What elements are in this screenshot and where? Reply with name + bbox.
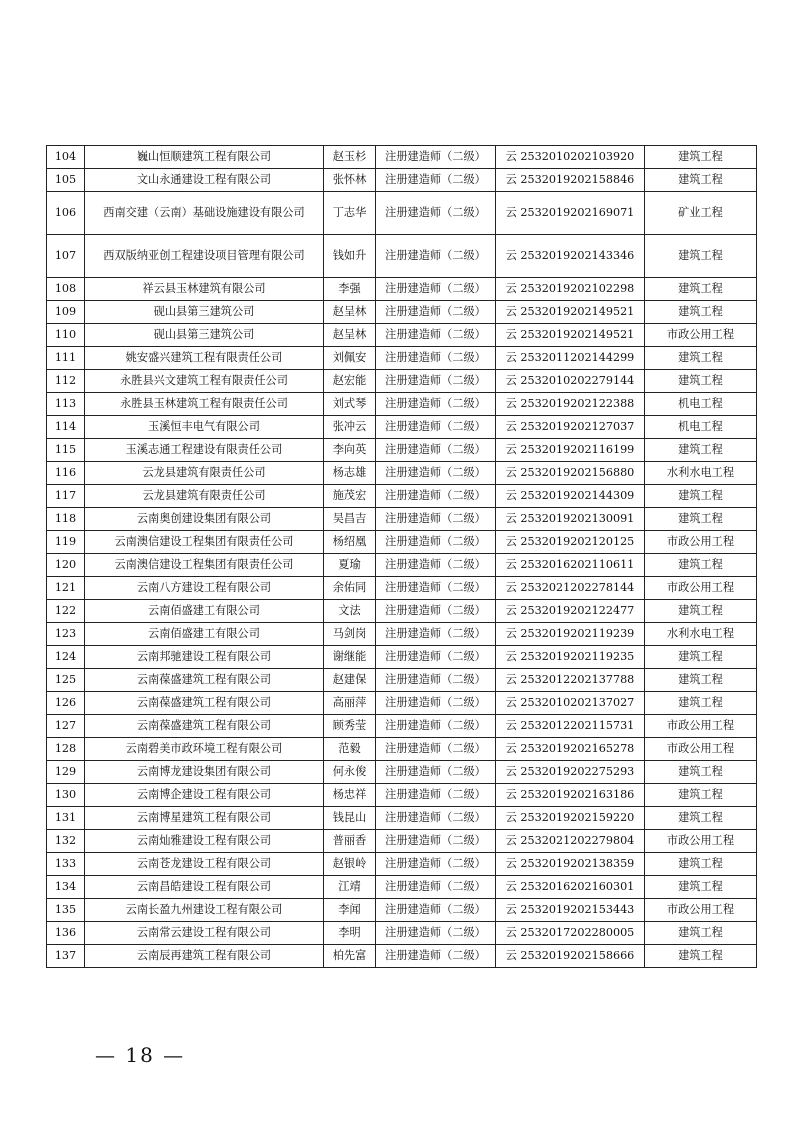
specialty: 建筑工程 [645, 922, 757, 945]
company-name: 砚山县第三建筑公司 [85, 301, 324, 324]
specialty: 机电工程 [645, 416, 757, 439]
certificate-number: 云 2532019202159220 [496, 807, 645, 830]
person-name: 何永俊 [324, 761, 376, 784]
certificate-number: 云 2532019202127037 [496, 416, 645, 439]
company-name: 云南邦驰建设工程有限公司 [85, 646, 324, 669]
specialty: 建筑工程 [645, 235, 757, 278]
person-name: 钱如升 [324, 235, 376, 278]
row-number: 117 [47, 485, 85, 508]
table-row [47, 853, 757, 876]
qualification: 注册建造师（二级） [376, 784, 496, 807]
person-name: 刘式琴 [324, 393, 376, 416]
table-row [47, 301, 757, 324]
row-number: 115 [47, 439, 85, 462]
certificate-number: 云 2532019202119235 [496, 646, 645, 669]
qualification: 注册建造师（二级） [376, 235, 496, 278]
specialty: 市政公用工程 [645, 715, 757, 738]
table-row [47, 531, 757, 554]
table-row [47, 192, 757, 235]
certificate-number: 云 2532019202138359 [496, 853, 645, 876]
person-name: 赵银岭 [324, 853, 376, 876]
specialty: 市政公用工程 [645, 531, 757, 554]
specialty: 建筑工程 [645, 646, 757, 669]
company-name: 永胜县玉林建筑工程有限责任公司 [85, 393, 324, 416]
person-name: 李明 [324, 922, 376, 945]
specialty: 建筑工程 [645, 692, 757, 715]
qualification: 注册建造师（二级） [376, 876, 496, 899]
person-name: 谢继能 [324, 646, 376, 669]
table-row [47, 669, 757, 692]
company-name: 西双版纳亚创工程建设项目管理有限公司 [85, 235, 324, 278]
specialty: 建筑工程 [645, 169, 757, 192]
certificate-number: 云 2532019202158846 [496, 169, 645, 192]
certificate-number: 云 2532019202156880 [496, 462, 645, 485]
company-name: 云南澳信建设工程集团有限责任公司 [85, 531, 324, 554]
qualification: 注册建造师（二级） [376, 669, 496, 692]
certificate-number: 云 2532016202160301 [496, 876, 645, 899]
table-row [47, 235, 757, 278]
specialty: 建筑工程 [645, 485, 757, 508]
table-row [47, 508, 757, 531]
qualification: 注册建造师（二级） [376, 807, 496, 830]
qualification: 注册建造师（二级） [376, 761, 496, 784]
specialty: 建筑工程 [645, 784, 757, 807]
qualification: 注册建造师（二级） [376, 531, 496, 554]
company-name: 云南佰盛建工有限公司 [85, 600, 324, 623]
row-number: 120 [47, 554, 85, 577]
certificate-number: 云 2532019202130091 [496, 508, 645, 531]
certificate-number: 云 2532019202149521 [496, 324, 645, 347]
certificate-number: 云 2532019202158666 [496, 945, 645, 968]
row-number: 135 [47, 899, 85, 922]
person-name: 马剑岗 [324, 623, 376, 646]
person-name: 文法 [324, 600, 376, 623]
qualification: 注册建造师（二级） [376, 301, 496, 324]
qualification: 注册建造师（二级） [376, 146, 496, 169]
table-row [47, 485, 757, 508]
specialty: 水利水电工程 [645, 623, 757, 646]
person-name: 普丽香 [324, 830, 376, 853]
company-name: 云南葆盛建筑工程有限公司 [85, 715, 324, 738]
company-name: 文山永通建设工程有限公司 [85, 169, 324, 192]
table-row [47, 554, 757, 577]
row-number: 122 [47, 600, 85, 623]
qualification: 注册建造师（二级） [376, 600, 496, 623]
row-number: 126 [47, 692, 85, 715]
specialty: 建筑工程 [645, 439, 757, 462]
person-name: 夏瑜 [324, 554, 376, 577]
qualification: 注册建造师（二级） [376, 945, 496, 968]
table-row [47, 876, 757, 899]
company-name: 云南长盈九州建设工程有限公司 [85, 899, 324, 922]
row-number: 121 [47, 577, 85, 600]
qualification: 注册建造师（二级） [376, 646, 496, 669]
certificate-number: 云 2532019202163186 [496, 784, 645, 807]
certificate-number: 云 2532017202280005 [496, 922, 645, 945]
specialty: 建筑工程 [645, 347, 757, 370]
row-number: 108 [47, 278, 85, 301]
qualification: 注册建造师（二级） [376, 462, 496, 485]
certificate-number: 云 2532011202144299 [496, 347, 645, 370]
row-number: 128 [47, 738, 85, 761]
specialty: 建筑工程 [645, 370, 757, 393]
qualification: 注册建造师（二级） [376, 192, 496, 235]
company-name: 云南辰再建筑工程有限公司 [85, 945, 324, 968]
table-row [47, 347, 757, 370]
table-row [47, 784, 757, 807]
table-row [47, 761, 757, 784]
person-name: 范毅 [324, 738, 376, 761]
company-name: 云南澳信建设工程集团有限责任公司 [85, 554, 324, 577]
qualification: 注册建造师（二级） [376, 370, 496, 393]
table-row [47, 370, 757, 393]
company-name: 云南博星建筑工程有限公司 [85, 807, 324, 830]
company-name: 云南八方建设工程有限公司 [85, 577, 324, 600]
row-number: 129 [47, 761, 85, 784]
table-row [47, 416, 757, 439]
row-number: 116 [47, 462, 85, 485]
company-name: 玉溪恒丰电气有限公司 [85, 416, 324, 439]
qualification: 注册建造师（二级） [376, 278, 496, 301]
person-name: 施茂宏 [324, 485, 376, 508]
specialty: 机电工程 [645, 393, 757, 416]
certificate-number: 云 2532012202115731 [496, 715, 645, 738]
row-number: 118 [47, 508, 85, 531]
qualification: 注册建造师（二级） [376, 715, 496, 738]
certificate-number: 云 2532012202137788 [496, 669, 645, 692]
certificate-number: 云 2532010202279144 [496, 370, 645, 393]
specialty: 市政公用工程 [645, 830, 757, 853]
certificate-number: 云 2532010202103920 [496, 146, 645, 169]
company-name: 云龙县建筑有限责任公司 [85, 485, 324, 508]
row-number: 106 [47, 192, 85, 235]
certificate-number: 云 2532019202165278 [496, 738, 645, 761]
certificate-number: 云 2532016202110611 [496, 554, 645, 577]
person-name: 江靖 [324, 876, 376, 899]
certificate-number: 云 2532021202279804 [496, 830, 645, 853]
person-name: 赵建保 [324, 669, 376, 692]
row-number: 111 [47, 347, 85, 370]
certificate-number: 云 2532019202169071 [496, 192, 645, 235]
company-name: 云南博企建设工程有限公司 [85, 784, 324, 807]
table-row [47, 623, 757, 646]
person-name: 李闻 [324, 899, 376, 922]
row-number: 134 [47, 876, 85, 899]
person-name: 张怀林 [324, 169, 376, 192]
specialty: 建筑工程 [645, 278, 757, 301]
qualification: 注册建造师（二级） [376, 347, 496, 370]
row-number: 114 [47, 416, 85, 439]
qualification: 注册建造师（二级） [376, 439, 496, 462]
table-row [47, 646, 757, 669]
row-number: 137 [47, 945, 85, 968]
qualification: 注册建造师（二级） [376, 853, 496, 876]
table-row [47, 393, 757, 416]
person-name: 钱昆山 [324, 807, 376, 830]
specialty: 建筑工程 [645, 146, 757, 169]
certificate-number: 云 2532021202278144 [496, 577, 645, 600]
row-number: 123 [47, 623, 85, 646]
qualification: 注册建造师（二级） [376, 169, 496, 192]
table-row [47, 439, 757, 462]
table-row [47, 278, 757, 301]
table-body [47, 146, 757, 968]
certificate-number: 云 2532019202119239 [496, 623, 645, 646]
row-number: 104 [47, 146, 85, 169]
row-number: 110 [47, 324, 85, 347]
company-name: 玉溪志通工程建设有限责任公司 [85, 439, 324, 462]
qualification: 注册建造师（二级） [376, 899, 496, 922]
specialty: 建筑工程 [645, 945, 757, 968]
company-name: 西南交建（云南）基础设施建设有限公司 [85, 192, 324, 235]
person-name: 杨忠祥 [324, 784, 376, 807]
specialty: 建筑工程 [645, 600, 757, 623]
person-name: 赵宏能 [324, 370, 376, 393]
specialty: 建筑工程 [645, 301, 757, 324]
qualification: 注册建造师（二级） [376, 393, 496, 416]
row-number: 127 [47, 715, 85, 738]
table-row [47, 692, 757, 715]
certificate-number: 云 2532019202102298 [496, 278, 645, 301]
certificate-number: 云 2532019202275293 [496, 761, 645, 784]
row-number: 119 [47, 531, 85, 554]
specialty: 矿业工程 [645, 192, 757, 235]
row-number: 124 [47, 646, 85, 669]
qualification: 注册建造师（二级） [376, 623, 496, 646]
specialty: 市政公用工程 [645, 324, 757, 347]
row-number: 113 [47, 393, 85, 416]
certificate-number: 云 2532019202116199 [496, 439, 645, 462]
person-name: 赵呈林 [324, 324, 376, 347]
specialty: 建筑工程 [645, 761, 757, 784]
page-number: — 18 — [95, 1043, 186, 1067]
table-row [47, 324, 757, 347]
person-name: 杨绍凰 [324, 531, 376, 554]
specialty: 建筑工程 [645, 508, 757, 531]
specialty: 建筑工程 [645, 807, 757, 830]
certificate-number: 云 2532019202153443 [496, 899, 645, 922]
company-name: 云南昌皓建设工程有限公司 [85, 876, 324, 899]
certificate-number: 云 2532019202143346 [496, 235, 645, 278]
row-number: 109 [47, 301, 85, 324]
person-name: 李向英 [324, 439, 376, 462]
table-row [47, 577, 757, 600]
table-row [47, 922, 757, 945]
table-row [47, 899, 757, 922]
table-row [47, 146, 757, 169]
registration-table [46, 145, 757, 968]
row-number: 105 [47, 169, 85, 192]
company-name: 永胜县兴文建筑工程有限责任公司 [85, 370, 324, 393]
qualification: 注册建造师（二级） [376, 554, 496, 577]
person-name: 赵玉杉 [324, 146, 376, 169]
row-number: 131 [47, 807, 85, 830]
company-name: 云南苍龙建设工程有限公司 [85, 853, 324, 876]
company-name: 巍山恒顺建筑工程有限公司 [85, 146, 324, 169]
company-name: 祥云县玉林建筑有限公司 [85, 278, 324, 301]
table-row [47, 807, 757, 830]
person-name: 吴昌吉 [324, 508, 376, 531]
specialty: 建筑工程 [645, 876, 757, 899]
row-number: 132 [47, 830, 85, 853]
person-name: 李强 [324, 278, 376, 301]
company-name: 云南葆盛建筑工程有限公司 [85, 692, 324, 715]
company-name: 云南常云建设工程有限公司 [85, 922, 324, 945]
person-name: 张冲云 [324, 416, 376, 439]
row-number: 136 [47, 922, 85, 945]
company-name: 云南葆盛建筑工程有限公司 [85, 669, 324, 692]
company-name: 云南碧美市政环境工程有限公司 [85, 738, 324, 761]
table-row [47, 830, 757, 853]
qualification: 注册建造师（二级） [376, 577, 496, 600]
row-number: 125 [47, 669, 85, 692]
specialty: 建筑工程 [645, 669, 757, 692]
person-name: 赵呈林 [324, 301, 376, 324]
table-row [47, 738, 757, 761]
certificate-number: 云 2532019202149521 [496, 301, 645, 324]
specialty: 水利水电工程 [645, 462, 757, 485]
row-number: 130 [47, 784, 85, 807]
company-name: 云龙县建筑有限责任公司 [85, 462, 324, 485]
qualification: 注册建造师（二级） [376, 738, 496, 761]
qualification: 注册建造师（二级） [376, 692, 496, 715]
person-name: 刘佩安 [324, 347, 376, 370]
certificate-number: 云 2532019202120125 [496, 531, 645, 554]
specialty: 市政公用工程 [645, 577, 757, 600]
person-name: 杨志雄 [324, 462, 376, 485]
company-name: 云南博龙建设集团有限公司 [85, 761, 324, 784]
table-row [47, 715, 757, 738]
qualification: 注册建造师（二级） [376, 485, 496, 508]
company-name: 云南灿雅建设工程有限公司 [85, 830, 324, 853]
certificate-number: 云 2532019202122388 [496, 393, 645, 416]
person-name: 柏先富 [324, 945, 376, 968]
specialty: 市政公用工程 [645, 899, 757, 922]
qualification: 注册建造师（二级） [376, 508, 496, 531]
person-name: 丁志华 [324, 192, 376, 235]
certificate-number: 云 2532019202122477 [496, 600, 645, 623]
qualification: 注册建造师（二级） [376, 416, 496, 439]
company-name: 云南佰盛建工有限公司 [85, 623, 324, 646]
specialty: 市政公用工程 [645, 738, 757, 761]
person-name: 顾秀莹 [324, 715, 376, 738]
qualification: 注册建造师（二级） [376, 324, 496, 347]
person-name: 余佑同 [324, 577, 376, 600]
table-row [47, 169, 757, 192]
company-name: 姚安盛兴建筑工程有限责任公司 [85, 347, 324, 370]
certificate-number: 云 2532019202144309 [496, 485, 645, 508]
table-row [47, 462, 757, 485]
specialty: 建筑工程 [645, 853, 757, 876]
row-number: 107 [47, 235, 85, 278]
person-name: 高丽萍 [324, 692, 376, 715]
row-number: 112 [47, 370, 85, 393]
table-row [47, 945, 757, 968]
company-name: 砚山县第三建筑公司 [85, 324, 324, 347]
row-number: 133 [47, 853, 85, 876]
certificate-number: 云 2532010202137027 [496, 692, 645, 715]
qualification: 注册建造师（二级） [376, 922, 496, 945]
company-name: 云南奥创建设集团有限公司 [85, 508, 324, 531]
qualification: 注册建造师（二级） [376, 830, 496, 853]
table-row [47, 600, 757, 623]
specialty: 建筑工程 [645, 554, 757, 577]
